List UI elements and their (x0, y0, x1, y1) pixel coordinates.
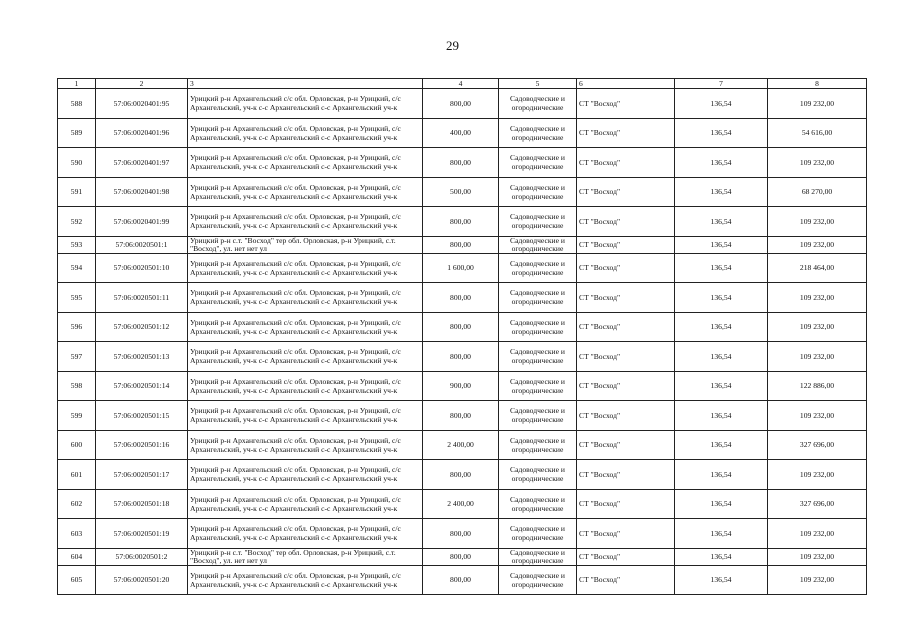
cadastral-value: 109 232,00 (768, 519, 867, 549)
table-row (58, 519, 867, 549)
row-number: 602 (58, 489, 96, 519)
row-number: 603 (58, 519, 96, 549)
row-number: 605 (58, 565, 96, 595)
cadastral-number: 57:06:0020501:10 (96, 253, 188, 283)
page-number: 29 (446, 38, 459, 53)
table-row (58, 565, 867, 595)
row-number: 597 (58, 342, 96, 372)
cadastral-rate: 136,54 (675, 548, 768, 565)
cadastral-rate: 136,54 (675, 89, 768, 119)
column-header-3: 3 (188, 79, 423, 89)
permitted-use: Садоводческие и огороднические (499, 177, 577, 207)
area: 400,00 (423, 118, 499, 148)
area: 800,00 (423, 148, 499, 178)
cadastral-rate: 136,54 (675, 489, 768, 519)
address: Урицкий р-н Архангельский с/с обл. Орловская, р-н Урицкий, с/с Архангельский, уч-к с-с Архангельский с-с Архангельский уч-к (188, 207, 423, 237)
column-header-1: 1 (58, 79, 96, 89)
cadastral-rate: 136,54 (675, 177, 768, 207)
cadastral-value: 109 232,00 (768, 207, 867, 237)
cadastral-number: 57:06:0020501:16 (96, 430, 188, 460)
permitted-use: Садоводческие и огороднические (499, 342, 577, 372)
area: 900,00 (423, 371, 499, 401)
permitted-use: Садоводческие и огороднические (499, 207, 577, 237)
area: 2 400,00 (423, 489, 499, 519)
cadastral-value: 109 232,00 (768, 548, 867, 565)
table-row (58, 460, 867, 490)
row-number: 598 (58, 371, 96, 401)
owner: СТ "Восход" (577, 118, 675, 148)
cadastral-value: 218 464,00 (768, 253, 867, 283)
permitted-use: Садоводческие и огороднические (499, 371, 577, 401)
address: Урицкий р-н Архангельский с/с обл. Орловская, р-н Урицкий, с/с Архангельский, уч-к с-с Архангельский с-с Архангельский уч-к (188, 489, 423, 519)
cadastral-rate: 136,54 (675, 460, 768, 490)
address: Урицкий р-н с.т. "Восход" тер обл. Орловская, р-н Урицкий, с.т. "Восход", ул. нет нет ул (188, 236, 423, 253)
area: 1 600,00 (423, 253, 499, 283)
table-row (58, 89, 867, 119)
table-row (58, 236, 867, 253)
land-plot-table (57, 78, 867, 595)
cadastral-value: 109 232,00 (768, 148, 867, 178)
owner: СТ "Восход" (577, 565, 675, 595)
permitted-use: Садоводческие и огороднические (499, 548, 577, 565)
address: Урицкий р-н Архангельский с/с обл. Орловская, р-н Урицкий, с/с Архангельский, уч-к с-с Архангельский с-с Архангельский уч-к (188, 253, 423, 283)
cadastral-number: 57:06:0020501:12 (96, 312, 188, 342)
owner: СТ "Восход" (577, 460, 675, 490)
owner: СТ "Восход" (577, 371, 675, 401)
cadastral-number: 57:06:0020501:18 (96, 489, 188, 519)
address: Урицкий р-н Архангельский с/с обл. Орловская, р-н Урицкий, с/с Архангельский, уч-к с-с Архангельский с-с Архангельский уч-к (188, 565, 423, 595)
owner: СТ "Восход" (577, 548, 675, 565)
area: 800,00 (423, 236, 499, 253)
cadastral-rate: 136,54 (675, 342, 768, 372)
address: Урицкий р-н Архангельский с/с обл. Орловская, р-н Урицкий, с/с Архангельский, уч-к с-с Архангельский с-с Архангельский уч-к (188, 283, 423, 313)
area: 800,00 (423, 401, 499, 431)
row-number: 591 (58, 177, 96, 207)
cadastral-value: 109 232,00 (768, 89, 867, 119)
row-number: 601 (58, 460, 96, 490)
row-number: 593 (58, 236, 96, 253)
permitted-use: Садоводческие и огороднические (499, 489, 577, 519)
permitted-use: Садоводческие и огороднические (499, 253, 577, 283)
table-row (58, 401, 867, 431)
cadastral-value: 109 232,00 (768, 236, 867, 253)
area: 2 400,00 (423, 430, 499, 460)
cadastral-value: 109 232,00 (768, 565, 867, 595)
cadastral-rate: 136,54 (675, 565, 768, 595)
address: Урицкий р-н Архангельский с/с обл. Орловская, р-н Урицкий, с/с Архангельский, уч-к с-с Архангельский с-с Архангельский уч-к (188, 430, 423, 460)
address: Урицкий р-н с.т. "Восход" тер обл. Орловская, р-н Урицкий, с.т. "Восход", ул. нет нет ул (188, 548, 423, 565)
cadastral-value: 109 232,00 (768, 312, 867, 342)
area: 800,00 (423, 460, 499, 490)
area: 800,00 (423, 565, 499, 595)
owner: СТ "Восход" (577, 177, 675, 207)
cadastral-number: 57:06:0020501:19 (96, 519, 188, 549)
cadastral-value: 109 232,00 (768, 342, 867, 372)
cadastral-number: 57:06:0020501:11 (96, 283, 188, 313)
address: Урицкий р-н Архангельский с/с обл. Орловская, р-н Урицкий, с/с Архангельский, уч-к с-с Архангельский с-с Архангельский уч-к (188, 460, 423, 490)
cadastral-value: 54 616,00 (768, 118, 867, 148)
cadastral-number: 57:06:0020401:99 (96, 207, 188, 237)
area: 500,00 (423, 177, 499, 207)
cadastral-value: 109 232,00 (768, 401, 867, 431)
permitted-use: Садоводческие и огороднические (499, 565, 577, 595)
cadastral-number: 57:06:0020501:20 (96, 565, 188, 595)
cadastral-value: 327 696,00 (768, 430, 867, 460)
owner: СТ "Восход" (577, 236, 675, 253)
table-row (58, 312, 867, 342)
permitted-use: Садоводческие и огороднические (499, 401, 577, 431)
table-body (58, 89, 867, 595)
cadastral-number: 57:06:0020501:2 (96, 548, 188, 565)
area: 800,00 (423, 342, 499, 372)
table-row (58, 118, 867, 148)
cadastral-rate: 136,54 (675, 253, 768, 283)
permitted-use: Садоводческие и огороднические (499, 312, 577, 342)
cadastral-rate: 136,54 (675, 283, 768, 313)
owner: СТ "Восход" (577, 312, 675, 342)
address: Урицкий р-н Архангельский с/с обл. Орловская, р-н Урицкий, с/с Архангельский, уч-к с-с Архангельский с-с Архангельский уч-к (188, 401, 423, 431)
column-header-2: 2 (96, 79, 188, 89)
permitted-use: Садоводческие и огороднические (499, 236, 577, 253)
area: 800,00 (423, 312, 499, 342)
area: 800,00 (423, 548, 499, 565)
owner: СТ "Восход" (577, 342, 675, 372)
owner: СТ "Восход" (577, 207, 675, 237)
address: Урицкий р-н Архангельский с/с обл. Орловская, р-н Урицкий, с/с Архангельский, уч-к с-с Архангельский с-с Архангельский уч-к (188, 312, 423, 342)
area: 800,00 (423, 519, 499, 549)
cadastral-rate: 136,54 (675, 207, 768, 237)
address: Урицкий р-н Архангельский с/с обл. Орловская, р-н Урицкий, с/с Архангельский, уч-к с-с Архангельский с-с Архангельский уч-к (188, 148, 423, 178)
owner: СТ "Восход" (577, 430, 675, 460)
table-row (58, 489, 867, 519)
table-row (58, 548, 867, 565)
permitted-use: Садоводческие и огороднические (499, 89, 577, 119)
row-number: 600 (58, 430, 96, 460)
owner: СТ "Восход" (577, 148, 675, 178)
cadastral-value: 109 232,00 (768, 460, 867, 490)
table-row (58, 177, 867, 207)
table-row (58, 371, 867, 401)
permitted-use: Садоводческие и огороднические (499, 430, 577, 460)
area: 800,00 (423, 283, 499, 313)
column-header-8: 8 (768, 79, 867, 89)
permitted-use: Садоводческие и огороднические (499, 519, 577, 549)
table-row (58, 207, 867, 237)
cadastral-rate: 136,54 (675, 519, 768, 549)
cadastral-number: 57:06:0020401:95 (96, 89, 188, 119)
row-number: 599 (58, 401, 96, 431)
owner: СТ "Восход" (577, 401, 675, 431)
cadastral-rate: 136,54 (675, 118, 768, 148)
address: Урицкий р-н Архангельский с/с обл. Орловская, р-н Урицкий, с/с Архангельский, уч-к с-с Архангельский с-с Архангельский уч-к (188, 519, 423, 549)
row-number: 596 (58, 312, 96, 342)
cadastral-number: 57:06:0020501:13 (96, 342, 188, 372)
column-header-5: 5 (499, 79, 577, 89)
table-row (58, 430, 867, 460)
table-row (58, 283, 867, 313)
cadastral-value: 109 232,00 (768, 283, 867, 313)
row-number: 590 (58, 148, 96, 178)
address: Урицкий р-н Архангельский с/с обл. Орловская, р-н Урицкий, с/с Архангельский, уч-к с-с Архангельский с-с Архангельский уч-к (188, 89, 423, 119)
column-header-6: 6 (577, 79, 675, 89)
permitted-use: Садоводческие и огороднические (499, 283, 577, 313)
cadastral-number: 57:06:0020501:14 (96, 371, 188, 401)
column-header-4: 4 (423, 79, 499, 89)
permitted-use: Садоводческие и огороднические (499, 460, 577, 490)
owner: СТ "Восход" (577, 283, 675, 313)
table-row (58, 253, 867, 283)
cadastral-rate: 136,54 (675, 430, 768, 460)
cadastral-value: 122 886,00 (768, 371, 867, 401)
row-number: 595 (58, 283, 96, 313)
cadastral-rate: 136,54 (675, 371, 768, 401)
table-header-row (58, 79, 867, 89)
area: 800,00 (423, 207, 499, 237)
permitted-use: Садоводческие и огороднические (499, 118, 577, 148)
cadastral-rate: 136,54 (675, 312, 768, 342)
address: Урицкий р-н Архангельский с/с обл. Орловская, р-н Урицкий, с/с Архангельский, уч-к с-с Архангельский с-с Архангельский уч-к (188, 118, 423, 148)
row-number: 588 (58, 89, 96, 119)
owner: СТ "Восход" (577, 89, 675, 119)
table-row (58, 148, 867, 178)
cadastral-number: 57:06:0020501:17 (96, 460, 188, 490)
address: Урицкий р-н Архангельский с/с обл. Орловская, р-н Урицкий, с/с Архангельский, уч-к с-с Архангельский с-с Архангельский уч-к (188, 371, 423, 401)
cadastral-number: 57:06:0020401:97 (96, 148, 188, 178)
row-number: 592 (58, 207, 96, 237)
cadastral-rate: 136,54 (675, 401, 768, 431)
owner: СТ "Восход" (577, 519, 675, 549)
table-row (58, 342, 867, 372)
cadastral-number: 57:06:0020401:96 (96, 118, 188, 148)
row-number: 594 (58, 253, 96, 283)
column-header-7: 7 (675, 79, 768, 89)
area: 800,00 (423, 89, 499, 119)
cadastral-number: 57:06:0020501:1 (96, 236, 188, 253)
owner: СТ "Восход" (577, 253, 675, 283)
owner: СТ "Восход" (577, 489, 675, 519)
address: Урицкий р-н Архангельский с/с обл. Орловская, р-н Урицкий, с/с Архангельский, уч-к с-с Архангельский с-с Архангельский уч-к (188, 177, 423, 207)
cadastral-number: 57:06:0020401:98 (96, 177, 188, 207)
cadastral-value: 68 270,00 (768, 177, 867, 207)
cadastral-number: 57:06:0020501:15 (96, 401, 188, 431)
cadastral-rate: 136,54 (675, 148, 768, 178)
row-number: 604 (58, 548, 96, 565)
permitted-use: Садоводческие и огороднические (499, 148, 577, 178)
cadastral-value: 327 696,00 (768, 489, 867, 519)
cadastral-rate: 136,54 (675, 236, 768, 253)
row-number: 589 (58, 118, 96, 148)
address: Урицкий р-н Архангельский с/с обл. Орловская, р-н Урицкий, с/с Архангельский, уч-к с-с Архангельский с-с Архангельский уч-к (188, 342, 423, 372)
